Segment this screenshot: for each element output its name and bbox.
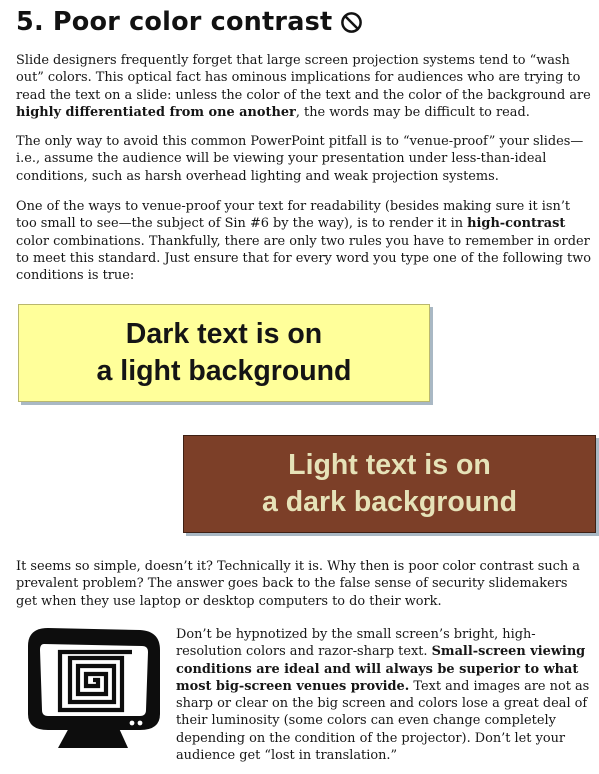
section-title: 5. Poor color contrast (16, 7, 333, 37)
dark-on-light-example: Dark text is on a light background (18, 304, 430, 402)
paragraph-high-contrast (16, 198, 592, 284)
emphasis-text: high-contrast (467, 216, 566, 232)
paragraph-text: One of the ways to venue-proof your text for readability (besides making sure it isn’t too small to see—the subject of Sin #6 by the way), is to render it in (16, 199, 571, 232)
paragraph-text: , the words may be difficult to read. (295, 104, 530, 120)
hypnotic-monitor-icon (20, 622, 168, 752)
paragraph-text: Don’t be hypnotized by the small screen’s bright, high-resolution colors and razor-sharp text. (176, 627, 536, 660)
paragraph-simple-question: It seems so simple, doesn’t it? Technically it is. Why then is poor color contrast such a prevalent problem? The answer goes back to the false sense of security slidemakers get when they use laptop or desktop computers to do their work. (16, 559, 580, 609)
emphasis-text: Small-screen viewing conditions are ideal and will always be superior to what most big-screen venues provide. (176, 644, 586, 694)
paragraph-text: Text and images are not as sharp or clear on the big screen and colors lose a great deal of their luminosity (some colors can even change completely depending on the condition of the projector). Don’t let your audience get “lost in translation.” (176, 678, 590, 764)
emphasis-text: highly differentiated from one another (16, 104, 296, 120)
no-symbol-icon (340, 11, 363, 34)
section-heading (16, 4, 363, 40)
paragraph-text: color combinations. Thankfully, there are only two rules you have to remember in order to meet this standard. Just ensure that for every word you type one of the following two conditions is true: (16, 233, 591, 284)
sidebar-paragraph (176, 626, 596, 764)
paragraph-wash-out (16, 52, 592, 121)
light-on-dark-example: Light text is on a dark background (183, 435, 596, 533)
paragraph-venue-proof: The only way to avoid this common PowerPoint pitfall is to “venue-proof” your slides— i.e., assume the audience will be viewing your presentation under less-than-ideal conditions, such as harsh overhead lighting and weak projection systems. (16, 134, 584, 184)
paragraph-text: Slide designers frequently forget that large screen projection systems tend to “wash out” colors. This optical fact has ominous implications for audiences who are trying to read the text on a slide: unless the color of the text and the color of the background are (16, 53, 591, 103)
